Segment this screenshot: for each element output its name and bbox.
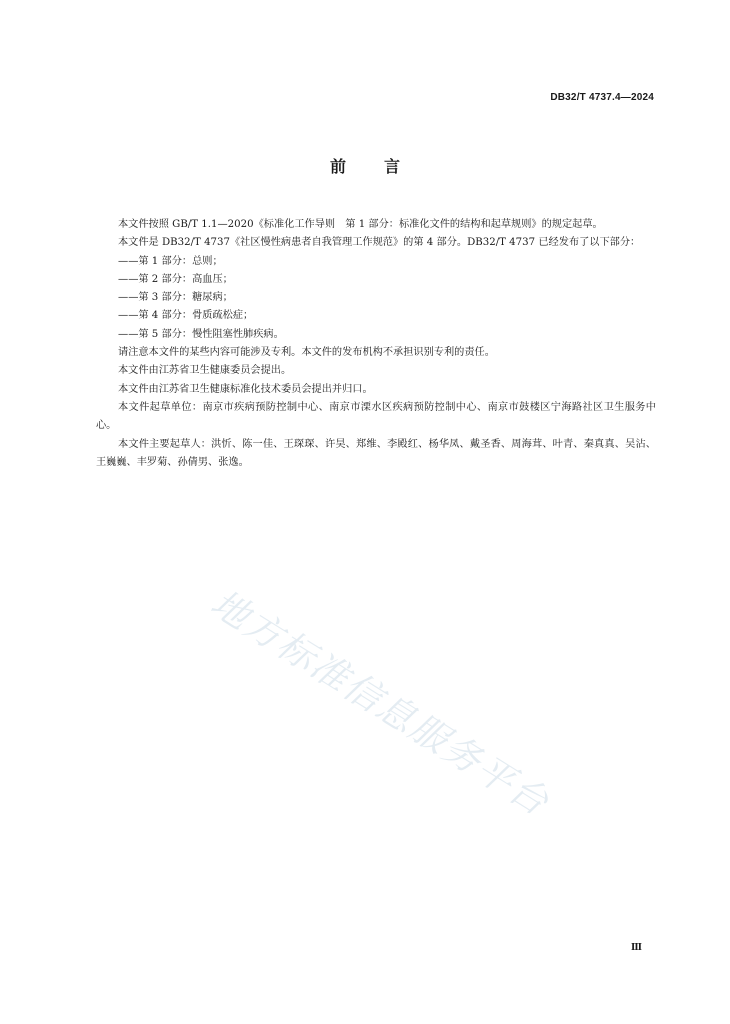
paragraph-series-intro: 本文件是 DB32/T 4737《社区慢性病患者自我管理工作规范》的第 4 部分。DB32/T 4737 已经发布了以下部分：: [118, 237, 641, 249]
foreword-body: [96, 216, 656, 472]
paragraph-committee: 本文件由江苏省卫生健康标准化技术委员会提出并归口。: [118, 383, 373, 395]
list-item: ——第 3 部分：糖尿病；: [118, 292, 233, 304]
paragraph-drafting-units: 本文件起草单位：南京市疾病预防控制中心、南京市溧水区疾病预防控制中心、南京市鼓楼区宁海路社区卫生服务中心。: [96, 401, 656, 432]
watermark: 地方标准信息服务平台: [203, 581, 557, 825]
page-title: 前言: [329, 157, 438, 176]
paragraph-drafters: 本文件主要起草人：洪忻、陈一佳、王琛琛、许昊、郑维、李殿红、杨华凤、戴圣香、周海茸、叶青、秦真真、吴沾、王巍巍、丰罗菊、孙倩男、张逸。: [96, 438, 656, 468]
list-item: ——第 2 部分：高血压；: [118, 273, 233, 285]
paragraph-patent-notice: 请注意本文件的某些内容可能涉及专利。本文件的发布机构不承担识别专利的责任。: [118, 347, 495, 359]
page-number: Ⅲ: [631, 943, 642, 953]
document-code: DB32/T 4737.4—2024: [550, 92, 654, 103]
paragraph-proposer: 本文件由江苏省卫生健康委员会提出。: [118, 365, 292, 377]
list-item: ——第 1 部分：总则；: [118, 255, 223, 267]
list-item: ——第 4 部分：骨质疏松症；: [118, 310, 254, 322]
list-item: ——第 5 部分：慢性阻塞性肺疾病。: [118, 328, 284, 340]
paragraph-drafting-basis: 本文件按照 GB/T 1.1—2020《标准化工作导则 第 1 部分：标准化文件的结构和起草规则》的规定起草。: [118, 219, 603, 230]
